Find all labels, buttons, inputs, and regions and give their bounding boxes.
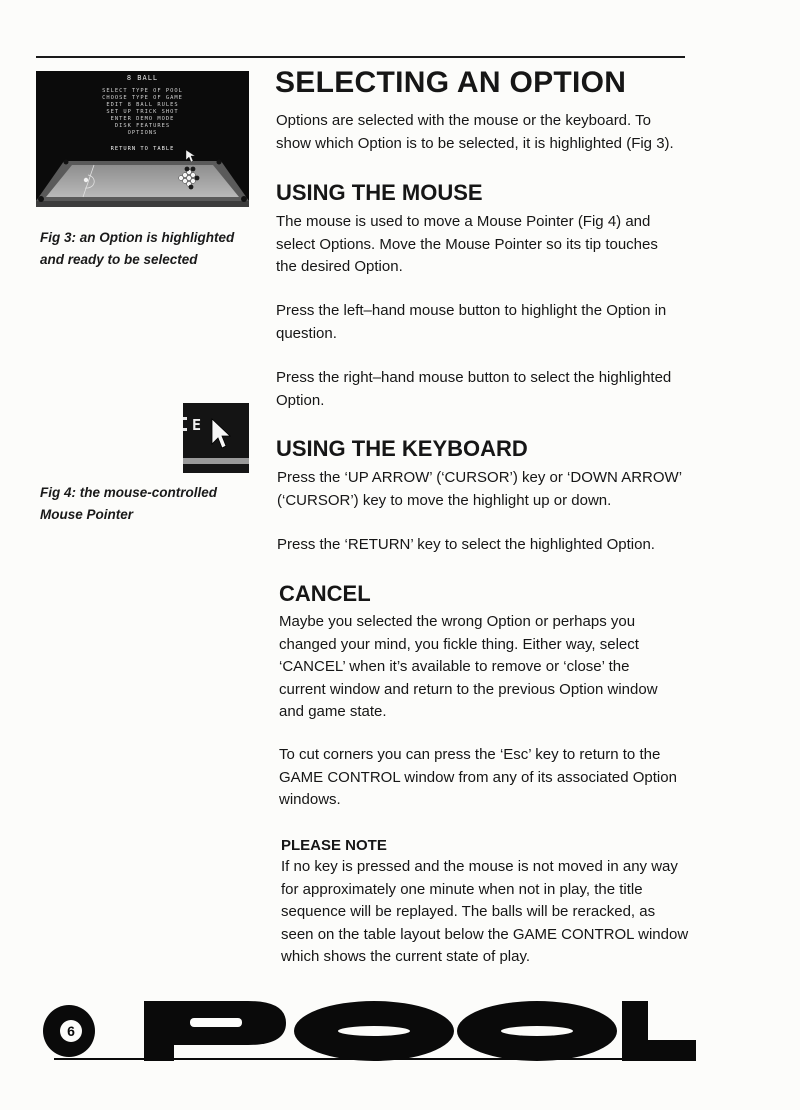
- text-line: Press the right–hand mouse button to select the highlighted: [276, 369, 672, 386]
- heading-using-the-keyboard: USING THE KEYBOARD: [276, 436, 528, 461]
- heading-cancel: CANCEL: [279, 581, 371, 606]
- fig4-caption-line: Mouse Pointer: [40, 507, 134, 522]
- keyboard-paragraph-1: [277, 467, 691, 512]
- fig4-letter: E: [192, 416, 202, 434]
- cancel-paragraph-2: [279, 744, 693, 812]
- fig4-caption-line: Fig 4: the mouse-controlled: [40, 485, 218, 500]
- pool-logo: [40, 998, 700, 1064]
- text-line: changed your mind, you fickle thing. Either way, select: [279, 635, 639, 653]
- text-line: seen on the table layout below the GAME CONTROL window: [281, 925, 689, 943]
- text-line: If no key is pressed and the mouse is not moved in any way: [281, 858, 678, 875]
- text-line: current window and return to the previous Option window: [279, 680, 658, 698]
- text-line: Option.: [276, 391, 325, 409]
- text-line: and game state.: [279, 703, 387, 720]
- fig3-menu-item: EDIT 8 BALL RULES: [106, 102, 179, 108]
- note-paragraph: [281, 856, 693, 969]
- fig3-menu-title: 8 BALL: [126, 74, 159, 82]
- fig3-menu-item: SELECT TYPE OF POOL: [102, 88, 183, 94]
- keyboard-paragraph-2: [277, 534, 691, 557]
- fig3-menu: [36, 88, 249, 137]
- text-line: sequence will be replayed. The balls will be reracked, as: [281, 903, 656, 920]
- page-title: SELECTING AN OPTION: [275, 66, 627, 99]
- fig4-mouse-pointer-figure: [183, 403, 249, 473]
- text-line: the desired Option.: [276, 258, 403, 275]
- fig3-game-screenshot: [36, 71, 249, 207]
- text-line: question.: [276, 324, 337, 342]
- fig3-caption: [40, 227, 234, 271]
- heading-using-the-mouse: USING THE MOUSE: [276, 180, 483, 205]
- fig3-menu-item: SET UP TRICK SHOT: [106, 109, 179, 115]
- text-line: Press the left–hand mouse button to highlight the Option in: [276, 302, 667, 319]
- top-rule: [36, 56, 685, 58]
- text-line: which shows the current state of play.: [281, 948, 531, 965]
- text-line: select Options. Move the Mouse Pointer so its tip touches: [276, 235, 658, 253]
- mouse-paragraph-3: [276, 367, 690, 412]
- fig3-caption-line: Fig 3: an Option is highlighted: [40, 230, 235, 245]
- text-line: (‘CURSOR’) key to move the highlight up or down.: [277, 491, 612, 509]
- text-line: GAME CONTROL window from any of its associated Option: [279, 768, 677, 786]
- page-number: 6: [67, 1023, 75, 1039]
- fig3-menu-item: ENTER DEMO MODE: [110, 116, 175, 122]
- text-line: Options are selected with the mouse or the keyboard. To: [276, 112, 651, 129]
- text-line: for approximately one minute when not in play, the title: [281, 880, 643, 898]
- text-line: Maybe you selected the wrong Option or perhaps you: [279, 613, 636, 630]
- fig3-menu-item: CHOOSE TYPE OF GAME: [102, 95, 183, 101]
- intro-paragraph: [276, 110, 694, 155]
- mouse-paragraph-1: [276, 211, 690, 279]
- mouse-pointer-icon: [183, 403, 249, 473]
- fig3-caption-line: and ready to be selected: [40, 252, 198, 267]
- text-line: To cut corners you can press the ‘Esc’ key to return to the: [279, 746, 661, 763]
- text-line: Press the ‘RETURN’ key to select the highlighted Option.: [277, 536, 655, 553]
- fig3-highlighted-option: RETURN TO TABLE: [110, 146, 175, 152]
- text-line: The mouse is used to move a Mouse Pointer (Fig 4) and: [276, 213, 651, 230]
- text-line: windows.: [279, 791, 341, 808]
- text-line: show which Option is to be selected, it is highlighted (Fig 3).: [276, 134, 674, 152]
- text-line: Press the ‘UP ARROW’ (‘CURSOR’) key or ‘DOWN ARROW’: [277, 469, 683, 486]
- fig3-menu-item: DISK FEATURES: [114, 123, 171, 129]
- mouse-paragraph-2: [276, 300, 690, 345]
- text-line: ‘CANCEL’ when it’s available to remove or ‘close’ the: [279, 658, 630, 675]
- fig4-caption: [40, 482, 217, 526]
- cancel-paragraph-1: [279, 611, 691, 724]
- fig3-menu-item: OPTIONS: [127, 130, 158, 136]
- heading-please-note: PLEASE NOTE: [281, 837, 387, 854]
